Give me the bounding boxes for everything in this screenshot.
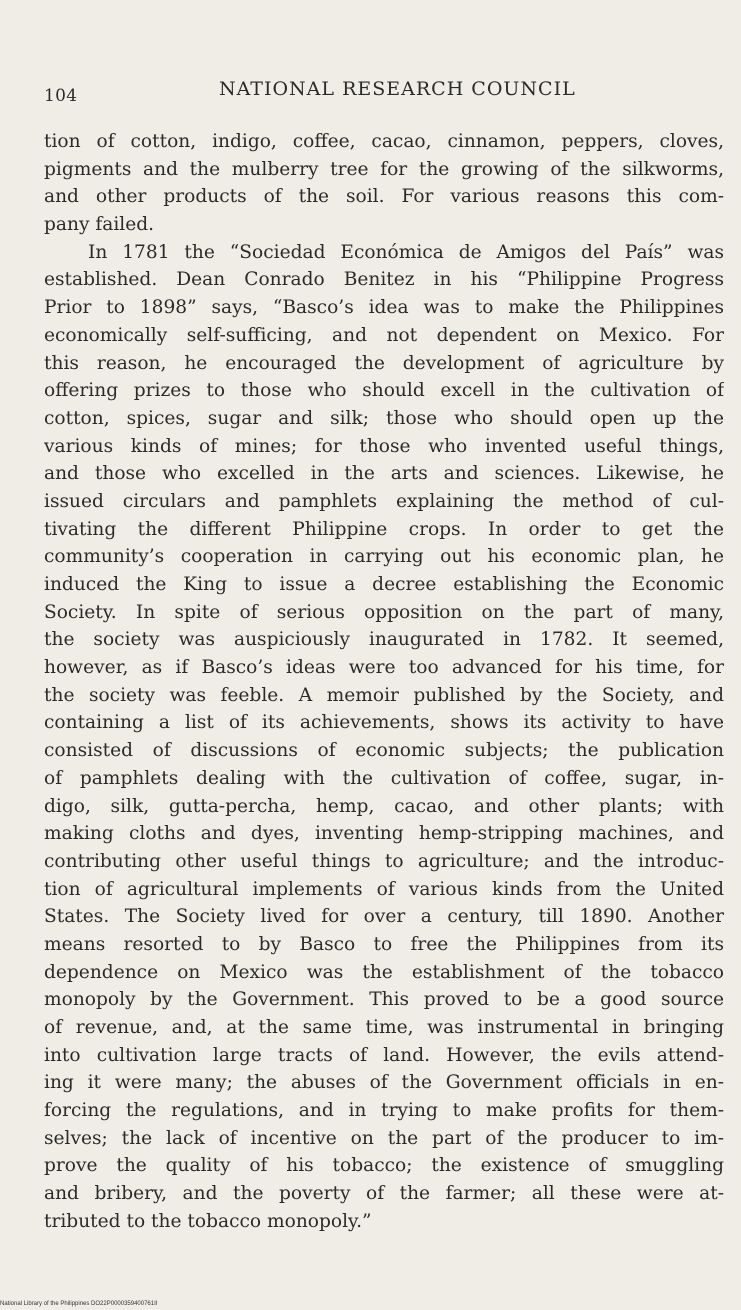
text-line: this reason, he encouraged the development of agriculture by bbox=[44, 352, 724, 374]
text-line: pigments and the mulberry tree for the growing of the silkworms, bbox=[44, 158, 724, 180]
text-line: induced the King to issue a decree establishing the Economic bbox=[44, 574, 724, 595]
text-line: making cloths and dyes, inventing hemp-stripping machines, and bbox=[44, 823, 724, 845]
text-line: ing it were many; the abuses of the Government officials in en- bbox=[44, 1072, 724, 1094]
text-line: of pamphlets dealing with the cultivation of coffee, sugar, in- bbox=[44, 767, 724, 789]
text-line: tivating the different Philippine crops. In order to get the bbox=[44, 518, 724, 540]
text-line: States. The Society lived for over a century, till 1890. Another bbox=[44, 906, 724, 928]
text-line: economically self-sufficing, and not dependent on Mexico. For bbox=[44, 324, 724, 346]
text-line: cotton, spices, sugar and silk; those who should open up the bbox=[44, 407, 724, 429]
text-line: of revenue, and, at the same time, was instrumental in bringing bbox=[44, 1017, 724, 1038]
text-line: tributed to the tobacco monopoly.” bbox=[44, 1210, 372, 1232]
text-line: digo, silk, gutta-percha, hemp, cacao, and other plants; with bbox=[44, 795, 724, 817]
text-line: and bribery, and the poverty of the farmer; all these were at- bbox=[44, 1183, 724, 1205]
text-line: however, as if Basco’s ideas were too advanced for his time, for bbox=[44, 657, 724, 679]
page-number: 104 bbox=[44, 86, 78, 106]
paragraph-start-line: In 1781 the “Sociedad Económica de Amigos del País” was bbox=[88, 241, 724, 263]
text-line: contributing other useful things to agriculture; and the introduc- bbox=[44, 850, 724, 872]
text-line: consisted of discussions of economic subjects; the publication bbox=[44, 740, 724, 762]
text-line: the society was feeble. A memoir published by the Society, and bbox=[44, 684, 724, 706]
text-line: containing a list of its achievements, shows its activity to have bbox=[44, 712, 724, 734]
running-head bbox=[44, 78, 724, 108]
text-line: pany failed. bbox=[44, 214, 155, 236]
text-line: issued circulars and pamphlets explaining the method of cul- bbox=[44, 490, 724, 512]
text-line: Prior to 1898” says, “Basco’s idea was to make the Philippines bbox=[44, 297, 724, 319]
text-line: monopoly by the Government. This proved to be a good source bbox=[44, 989, 724, 1011]
text-line: dependence on Mexico was the establishment of the tobacco bbox=[44, 961, 724, 983]
text-line: established. Dean Conrado Benitez in his “Philippine Progress bbox=[44, 269, 724, 291]
page-header-title: NATIONAL RESEARCH COUNCIL bbox=[219, 78, 576, 100]
text-line: forcing the regulations, and in trying to make profits for them- bbox=[44, 1100, 724, 1122]
text-line: offering prizes to those who should excell in the cultivation of bbox=[44, 380, 724, 402]
text-line: community’s cooperation in carrying out his economic plan, he bbox=[44, 546, 724, 568]
text-line: tion of agricultural implements of various kinds from the United bbox=[44, 878, 724, 900]
text-line: and other products of the soil. For various reasons this com- bbox=[44, 186, 724, 208]
text-line: selves; the lack of incentive on the part of the producer to im- bbox=[44, 1127, 724, 1149]
body-text bbox=[44, 128, 724, 1236]
text-line: tion of cotton, indigo, coffee, cacao, cinnamon, peppers, cloves, bbox=[44, 131, 724, 152]
scan-footer: National Library of the Philippines DO22P0000359400761II bbox=[0, 1301, 158, 1307]
text-line: and those who excelled in the arts and sciences. Likewise, he bbox=[44, 463, 724, 485]
text-line: the society was auspiciously inaugurated in 1782. It seemed, bbox=[44, 629, 724, 651]
text-line: means resorted to by Basco to free the Philippines from its bbox=[44, 933, 724, 955]
text-line: various kinds of mines; for those who invented useful things, bbox=[44, 435, 724, 457]
text-line: prove the quality of his tobacco; the existence of smuggling bbox=[44, 1155, 724, 1177]
text-line: Society. In spite of serious opposition on the part of many, bbox=[44, 601, 724, 623]
text-line: into cultivation large tracts of land. However, the evils attend- bbox=[44, 1044, 724, 1066]
